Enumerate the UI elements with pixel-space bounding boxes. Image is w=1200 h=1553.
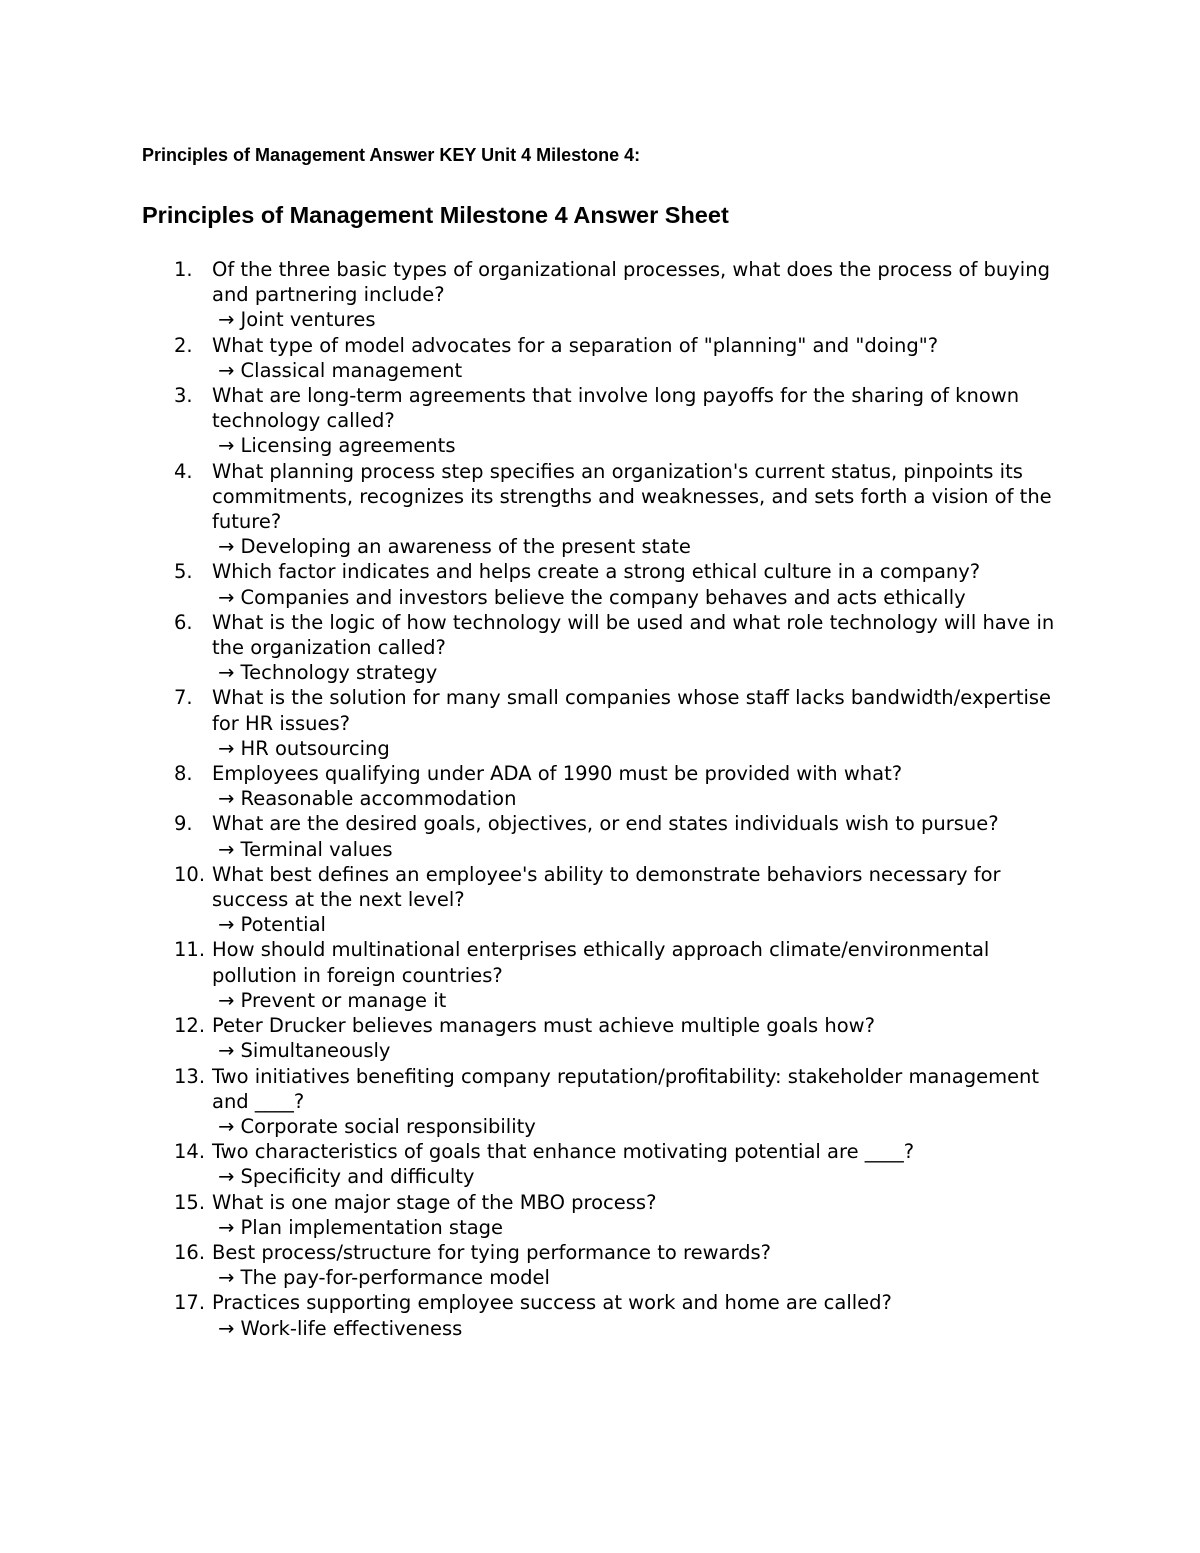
question-text: What are the desired goals, objectives, or end states individuals wish to pursue? <box>212 812 999 836</box>
question-item <box>0 1290 1072 1340</box>
question-item <box>0 383 1072 459</box>
question-number: 16. <box>174 1240 206 1264</box>
question-text: Best process/structure for tying performance to rewards? <box>212 1240 772 1264</box>
question-item <box>0 761 1072 811</box>
question-text: What are long-term agreements that involve long payoffs for the sharing of known technology called? <box>212 384 1020 433</box>
question-text: Peter Drucker believes managers must achieve multiple goals how? <box>212 1014 875 1038</box>
question-text: What is one major stage of the MBO process? <box>212 1190 657 1214</box>
answer-text: → Potential <box>218 913 326 937</box>
answer-text: → Licensing agreements <box>218 434 456 458</box>
question-text: Which factor indicates and helps create a strong ethical culture in a company? <box>212 560 981 584</box>
question-item <box>0 1064 1072 1140</box>
question-item <box>0 610 1072 686</box>
answer-sheet-heading: Principles of Management Milestone 4 Answer Sheet <box>142 202 729 228</box>
question-text: What type of model advocates for a separation of "planning" and "doing"? <box>212 333 939 357</box>
answer-text: → Reasonable accommodation <box>218 787 517 811</box>
question-item <box>0 862 1072 938</box>
answer-text: → Terminal values <box>218 837 393 861</box>
question-number: 17. <box>174 1291 206 1315</box>
question-number: 8. <box>174 762 193 786</box>
answer-text: → HR outsourcing <box>218 736 390 760</box>
question-number: 9. <box>174 812 193 836</box>
question-number: 12. <box>174 1014 206 1038</box>
document-title: Principles of Management Answer KEY Unit 4 Milestone 4: <box>142 145 641 165</box>
question-item <box>0 257 1072 333</box>
question-item <box>0 1139 1072 1189</box>
question-number: 13. <box>174 1064 206 1088</box>
answer-text: → Specificity and difficulty <box>218 1165 475 1189</box>
question-item <box>0 333 1072 383</box>
question-text: Employees qualifying under ADA of 1990 must be provided with what? <box>212 762 903 786</box>
question-number: 1. <box>174 258 193 281</box>
question-number: 3. <box>174 384 193 408</box>
question-number: 14. <box>174 1140 206 1164</box>
answer-text: → Plan implementation stage <box>218 1215 504 1239</box>
answer-text: → Classical management <box>218 358 463 382</box>
answer-text: → Corporate social responsibility <box>218 1114 536 1138</box>
answer-text: → Joint ventures <box>218 308 376 332</box>
answer-text: → The pay-for-performance model <box>218 1266 550 1290</box>
question-text: Of the three basic types of organizational processes, what does the process of buying and partnering include? <box>212 258 1050 307</box>
question-text: Two initiatives benefiting company reputation/profitability: stakeholder management and ____? <box>212 1064 1040 1113</box>
answer-text: → Developing an awareness of the present state <box>218 535 691 559</box>
question-item <box>0 1013 1072 1063</box>
question-answer-list <box>0 257 1200 1341</box>
question-text: What best defines an employee's ability to demonstrate behaviors necessary for success at the next level? <box>212 862 1001 912</box>
question-number: 2. <box>174 333 193 357</box>
question-text: What planning process step specifies an organization's current status, pinpoints its commitments, recognizes its strengths and weaknesses, and sets forth a vision of the future? <box>212 459 1052 534</box>
question-text: Practices supporting employee success at work and home are called? <box>212 1291 892 1315</box>
question-item <box>0 685 1072 761</box>
question-item <box>0 1190 1072 1240</box>
question-number: 15. <box>174 1190 206 1214</box>
question-number: 11. <box>174 938 206 962</box>
question-number: 6. <box>174 610 193 634</box>
question-item <box>0 459 1072 560</box>
question-text: What is the solution for many small companies whose staff lacks bandwidth/expertise for HR issues? <box>212 686 1052 735</box>
answer-text: → Simultaneously <box>218 1039 391 1063</box>
question-text: How should multinational enterprises ethically approach climate/environmental pollution in foreign countries? <box>212 938 990 987</box>
question-text: Two characteristics of goals that enhance motivating potential are ____? <box>212 1140 915 1164</box>
question-item <box>0 559 1072 609</box>
answer-text: → Prevent or manage it <box>218 988 447 1012</box>
question-item <box>0 937 1072 1013</box>
answer-text: → Technology strategy <box>218 661 438 685</box>
question-number: 4. <box>174 459 193 483</box>
question-number: 5. <box>174 560 193 584</box>
question-number: 7. <box>174 686 193 710</box>
question-number: 10. <box>174 862 206 886</box>
answer-text: → Companies and investors believe the company behaves and acts ethically <box>218 585 966 609</box>
question-text: What is the logic of how technology will be used and what role technology will have in the organization called? <box>212 610 1055 660</box>
answer-text: → Work-life effectiveness <box>218 1316 463 1340</box>
question-item <box>0 811 1072 861</box>
question-item <box>0 1240 1072 1290</box>
